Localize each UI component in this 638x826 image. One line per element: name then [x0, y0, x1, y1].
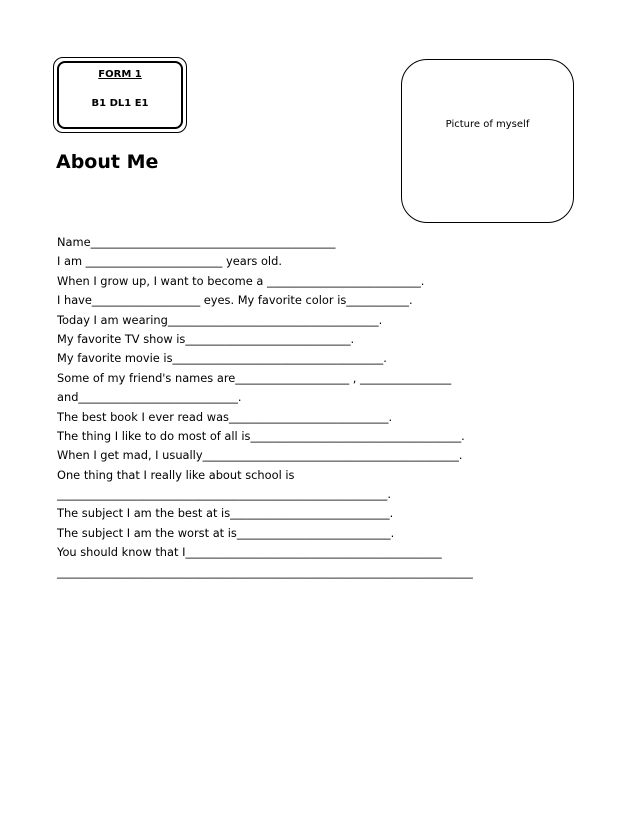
line-age[interactable]: I am ________________________ years old.: [57, 254, 282, 269]
line-friends[interactable]: Some of my friend's names are____________________ , ________________: [57, 370, 452, 385]
form-number: FORM 1: [98, 69, 142, 80]
line-when-mad[interactable]: When I get mad, I usually_____________________________________________.: [57, 448, 463, 463]
line-eyes-color[interactable]: I have___________________ eyes. My favorite color is___________.: [57, 293, 413, 308]
page-title: About Me: [56, 151, 159, 173]
worksheet-lines: [57, 233, 617, 582]
line-friends-continued[interactable]: and____________________________.: [57, 390, 242, 405]
line-should-know-blank[interactable]: _________________________________________________________________________: [57, 564, 473, 579]
line-movie[interactable]: My favorite movie is_____________________________________.: [57, 351, 387, 366]
line-name[interactable]: Name___________________________________________: [57, 235, 336, 249]
line-best-book[interactable]: The best book I ever read was____________________________.: [57, 409, 393, 424]
line-school-like: One thing that I really like about school is: [57, 467, 295, 482]
form-label-box: [53, 57, 187, 133]
picture-placeholder-box: [401, 59, 574, 223]
line-best-subject[interactable]: The subject I am the best at is____________________________.: [57, 506, 394, 521]
line-should-know[interactable]: You should know that I_____________________________________________: [57, 545, 442, 560]
form-code: B1 DL1 E1: [91, 98, 149, 109]
line-worst-subject[interactable]: The subject I am the worst at is___________________________.: [57, 525, 395, 540]
line-favorite-activity[interactable]: The thing I like to do most of all is_____________________________________.: [57, 428, 465, 443]
picture-placeholder-label: Picture of myself: [445, 119, 530, 130]
line-school-like-blank[interactable]: __________________________________________________________.: [57, 487, 391, 502]
line-wearing[interactable]: Today I am wearing_____________________________________.: [57, 312, 383, 327]
line-tv-show[interactable]: My favorite TV show is_____________________________.: [57, 331, 355, 346]
line-future-job[interactable]: When I grow up, I want to become a ___________________________.: [57, 273, 425, 288]
